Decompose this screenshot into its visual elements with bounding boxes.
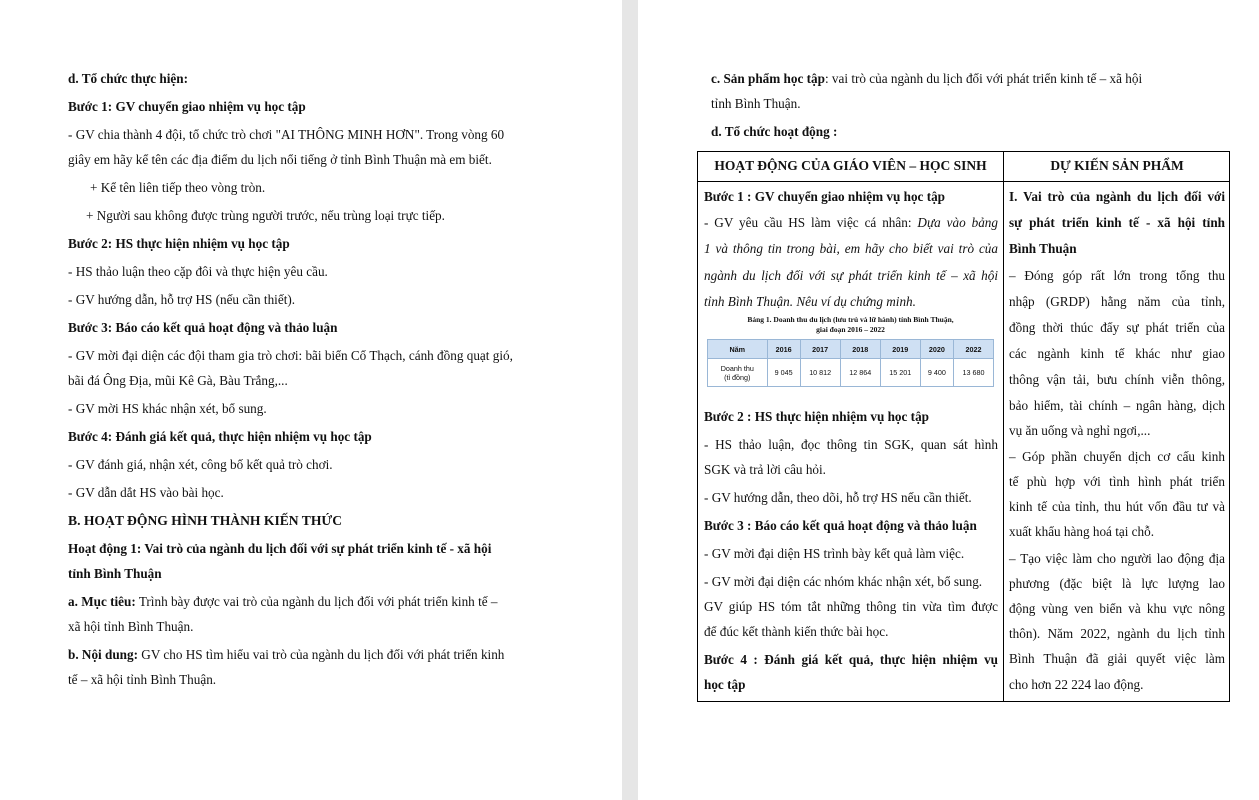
product-text: phương (đặc biệt là lực lượng lao bbox=[1009, 576, 1225, 591]
revenue-table bbox=[707, 339, 994, 387]
product-line: xuất khẩu hàng hoá tại chỗ. bbox=[1009, 524, 1155, 539]
text-line: - GV chia thành 4 đội, tổ chức trò chơi "AI THÔNG MINH HƠN". Trong vòng 60 bbox=[68, 127, 505, 142]
text-line: - GV dẫn dắt HS vào bài học. bbox=[68, 485, 224, 500]
product-label: c. Sản phẩm học tập bbox=[711, 71, 825, 86]
step1-line bbox=[704, 210, 998, 237]
product-text: – Tạo việc làm cho người lao động địa bbox=[1009, 551, 1225, 566]
step2-line: - GV hướng dẫn, theo dõi, hỗ trợ HS nếu cần thiết. bbox=[704, 490, 972, 505]
product-line bbox=[711, 69, 1142, 89]
text-line: - GV mời HS khác nhận xét, bổ sung. bbox=[68, 401, 267, 416]
step4-heading bbox=[704, 647, 998, 674]
org-activity-heading: d. Tổ chức hoạt động : bbox=[711, 124, 838, 139]
product-heading bbox=[1009, 210, 1225, 237]
table-cell: 9 045 bbox=[767, 359, 800, 387]
table-row bbox=[708, 340, 994, 359]
table-cell: 12 864 bbox=[840, 359, 880, 387]
product-text: : vai trò của ngành du lịch đối với phát triển kinh tế – xã hội bbox=[824, 71, 1143, 86]
step2-line bbox=[704, 432, 998, 459]
product-text: kinh tế của tỉnh, thu hút vốn đầu tư và bbox=[1009, 499, 1225, 514]
table-header-cell: 2017 bbox=[800, 340, 840, 359]
row-label-unit: (tỉ đồng) bbox=[724, 372, 751, 382]
step2-line: SGK và trả lời câu hỏi. bbox=[704, 462, 826, 477]
product-text: – Đóng góp rất lớn trong tổng thu bbox=[1009, 268, 1225, 283]
step3-line: để đúc kết thành kiến thức bài học. bbox=[704, 624, 889, 639]
step3-line bbox=[704, 594, 998, 621]
product-line bbox=[1009, 393, 1225, 420]
step3-heading: Bước 3 : Báo cáo kết quả hoạt động và thảo luận bbox=[704, 518, 977, 533]
table-header-cell: Năm bbox=[708, 340, 768, 359]
product-heading bbox=[1009, 184, 1225, 211]
step1-heading: Bước 1: GV chuyển giao nhiệm vụ học tập bbox=[68, 99, 306, 114]
product-line bbox=[1009, 621, 1225, 648]
text-line: bãi đá Ông Địa, mũi Kê Gà, Bàu Trắng,... bbox=[68, 373, 288, 388]
step1-heading: Bước 1 : GV chuyển giao nhiệm vụ học tập bbox=[704, 189, 946, 204]
text-line: xã hội tỉnh Bình Thuận. bbox=[68, 619, 194, 634]
section-b-heading: B. HOẠT ĐỘNG HÌNH THÀNH KIẾN THỨC bbox=[68, 513, 343, 528]
product-text: thôn). Năm 2022, ngành du lịch tỉnh bbox=[1009, 626, 1225, 641]
product-text: – Góp phần chuyển dịch cơ cấu kinh bbox=[1009, 449, 1225, 464]
table-header-cell: 2016 bbox=[767, 340, 800, 359]
text-line: giây em hãy kể tên các địa điểm du lịch nổi tiếng ở tỉnh Bình Thuận mà em biết. bbox=[68, 152, 492, 167]
activity1-heading-cont: tỉnh Bình Thuận bbox=[68, 566, 162, 581]
mini-table-caption: Bảng 1. Doanh thu du lịch (lưu trú và lữ hành) tỉnh Bình Thuận, bbox=[747, 315, 954, 324]
page-gap bbox=[622, 0, 638, 800]
product-line bbox=[1009, 289, 1225, 316]
document-page-left bbox=[0, 0, 622, 800]
step1-text: - GV yêu cầu HS làm việc cá nhân: bbox=[704, 215, 918, 230]
step2-heading: Bước 2: HS thực hiện nhiệm vụ học tập bbox=[68, 236, 290, 251]
step4-heading-cont: học tập bbox=[704, 677, 746, 692]
step3-text: GV giúp HS tóm tắt những thông tin vừa tìm được bbox=[704, 599, 998, 614]
content-line bbox=[68, 645, 504, 665]
product-heading-line: sự phát triển kinh tế - xã hội tỉnh bbox=[1009, 215, 1225, 230]
mini-table-caption-2: giai đoạn 2016 – 2022 bbox=[816, 325, 885, 334]
product-line bbox=[1009, 596, 1225, 623]
step2-text: - HS thảo luận, đọc thông tin SGK, quan sát hình bbox=[704, 437, 998, 452]
step4-heading: Bước 4: Đánh giá kết quả, thực hiện nhiệm vụ học tập bbox=[68, 429, 372, 444]
step1-italic-line: ngành du lịch đối với sự phát triển kinh tế – xã hội bbox=[704, 268, 998, 283]
product-line bbox=[1009, 546, 1225, 573]
step3-line: - GV mời đại diện các nhóm khác nhận xét, bổ sung. bbox=[704, 574, 983, 589]
table-cell: 9 400 bbox=[920, 359, 953, 387]
table-header-cell: 2019 bbox=[880, 340, 920, 359]
text-line: - HS thảo luận theo cặp đôi và thực hiện yêu cầu. bbox=[68, 264, 328, 279]
product-text: động vùng ven biển và khu vực nông bbox=[1009, 601, 1225, 616]
document-page-right bbox=[638, 0, 1259, 800]
product-line-cont: tỉnh Bình Thuận. bbox=[711, 96, 801, 111]
step1-line: tỉnh Bình Thuận. Nêu ví dụ chứng minh. bbox=[704, 294, 916, 309]
step1-line bbox=[704, 236, 998, 263]
table-header-cell: 2022 bbox=[953, 340, 993, 359]
content-text: GV cho HS tìm hiểu vai trò của ngành du lịch đối với phát triển kinh bbox=[138, 647, 505, 662]
bullet-line: + Người sau không được trùng người trước, nếu trùng loại trực tiếp. bbox=[86, 208, 445, 223]
product-heading: Bình Thuận bbox=[1009, 241, 1077, 256]
objective-text: Trình bày được vai trò của ngành du lịch đối với phát triển kinh tế – bbox=[135, 594, 498, 609]
step1-italic: Dựa vào bảng bbox=[917, 215, 998, 230]
text-line: - GV đánh giá, nhận xét, công bố kết quả trò chơi. bbox=[68, 457, 333, 472]
product-text: thông vận tải, bưu chính viễn thông, bbox=[1009, 372, 1225, 387]
text-line: - GV mời đại diện các đội tham gia trò chơi: bãi biển Cổ Thạch, cánh đồng quạt gió, bbox=[68, 348, 513, 363]
table-cell: 10 812 bbox=[800, 359, 840, 387]
objective-label: a. Mục tiêu: bbox=[68, 594, 136, 609]
table-header-cell: 2020 bbox=[920, 340, 953, 359]
product-line bbox=[1009, 494, 1225, 521]
product-text: tế phù hợp với tình hình phát triển bbox=[1009, 474, 1225, 489]
product-text: đồng thời thúc đẩy sự phát triển của bbox=[1009, 320, 1225, 335]
product-heading-line: I. Vai trò của ngành du lịch đối với bbox=[1009, 189, 1225, 204]
product-text: các ngành kinh tế khác như giao bbox=[1009, 346, 1225, 361]
product-text: Bình Thuận đã giải quyết việc làm bbox=[1009, 651, 1225, 666]
product-line bbox=[1009, 571, 1225, 598]
content-label: b. Nội dung: bbox=[68, 647, 138, 662]
product-line bbox=[1009, 341, 1225, 368]
step1-italic-line: 1 và thông tin trong bài, em hãy cho biết vai trò của bbox=[704, 241, 998, 256]
table-row bbox=[708, 359, 994, 387]
table-header-product: DỰ KIẾN SẢN PHẨM bbox=[1050, 158, 1184, 173]
org-heading: d. Tổ chức thực hiện: bbox=[68, 71, 188, 86]
activity1-heading: Hoạt động 1: Vai trò của ngành du lịch đối với sự phát triển kinh tế - xã hội bbox=[68, 541, 492, 556]
table-header-divider bbox=[698, 181, 1229, 182]
table-header-teacher-student: HOẠT ĐỘNG CỦA GIÁO VIÊN – HỌC SINH bbox=[714, 158, 987, 173]
product-line: vụ ăn uống và nghỉ ngơi,... bbox=[1009, 423, 1151, 438]
step2-heading: Bước 2 : HS thực hiện nhiệm vụ học tập bbox=[704, 409, 929, 424]
table-cell: 13 680 bbox=[953, 359, 993, 387]
product-line bbox=[1009, 315, 1225, 342]
product-line bbox=[1009, 469, 1225, 496]
table-cell: 15 201 bbox=[880, 359, 920, 387]
step3-heading: Bước 3: Báo cáo kết quả hoạt động và thảo luận bbox=[68, 320, 338, 335]
product-line: cho hơn 22 224 lao động. bbox=[1009, 677, 1144, 692]
row-label-cell bbox=[708, 359, 768, 387]
activity-table bbox=[697, 151, 1230, 702]
table-column-divider bbox=[1003, 152, 1004, 701]
product-text: bảo hiểm, tài chính – ngân hàng, dịch bbox=[1009, 398, 1225, 413]
bullet-line: + Kể tên liên tiếp theo vòng tròn. bbox=[90, 180, 266, 195]
text-line: - GV hướng dẫn, hỗ trợ HS (nếu cần thiết). bbox=[68, 292, 296, 307]
product-line bbox=[1009, 444, 1225, 471]
product-line bbox=[1009, 263, 1225, 290]
step3-line: - GV mời đại diện HS trình bày kết quả làm việc. bbox=[704, 546, 965, 561]
product-line bbox=[1009, 646, 1225, 673]
step4-text: Bước 4 : Đánh giá kết quả, thực hiện nhiệm vụ bbox=[704, 652, 998, 667]
row-label: Doanh thu bbox=[720, 363, 754, 373]
product-line bbox=[1009, 367, 1225, 394]
revenue-table-figure bbox=[707, 315, 994, 387]
text-line: tế – xã hội tỉnh Bình Thuận. bbox=[68, 672, 217, 687]
step1-line bbox=[704, 263, 998, 290]
product-text: nhập (GRDP) hằng năm của tỉnh, bbox=[1009, 294, 1225, 309]
table-header-cell: 2018 bbox=[840, 340, 880, 359]
objective-line bbox=[68, 592, 497, 612]
